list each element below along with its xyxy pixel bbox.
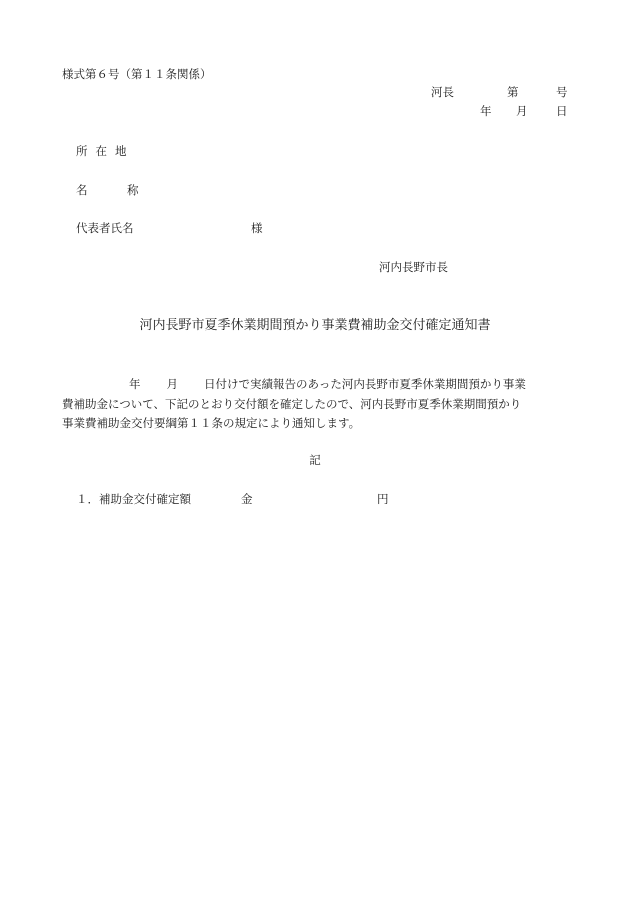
ki-heading: 記 [309, 453, 321, 467]
item-en: 円 [377, 492, 389, 506]
reference-prefix: 河長 [431, 85, 454, 99]
body-month: 月 [166, 377, 178, 391]
body-line-3: 事業費補助金交付要綱第１１条の規定により通知します。 [62, 416, 361, 430]
document-title: 河内長野市夏季休業期間預かり事業費補助金交付確定通知書 [139, 318, 491, 333]
body-line-1-rest: 日付けで実績報告のあった河内長野市夏季休業期間預かり事業 [204, 377, 526, 391]
reference-go: 号 [556, 85, 568, 99]
body-line-2: 費補助金について、下記のとおり交付額を確定したので、河内長野市夏季休業期間預かり [62, 396, 522, 411]
body-line-1 [62, 375, 572, 395]
issuer: 河内長野市長 [379, 260, 448, 274]
date-day: 日 [556, 104, 568, 118]
name-label-b: 称 [127, 183, 139, 197]
reference-dai: 第 [507, 85, 519, 99]
item-label: １．補助金交付確定額 [76, 492, 191, 506]
date-year: 年 [480, 104, 492, 118]
body-paragraph [62, 375, 572, 434]
representative-label: 代表者氏名 [76, 221, 134, 235]
address-label: 所在地 [76, 144, 135, 158]
item-kin: 金 [241, 492, 253, 506]
date-month: 月 [516, 104, 528, 118]
name-label-a: 名 [76, 183, 88, 197]
body-year: 年 [129, 377, 141, 391]
honorific: 様 [251, 221, 263, 235]
form-number: 様式第６号（第１１条関係） [62, 67, 212, 81]
